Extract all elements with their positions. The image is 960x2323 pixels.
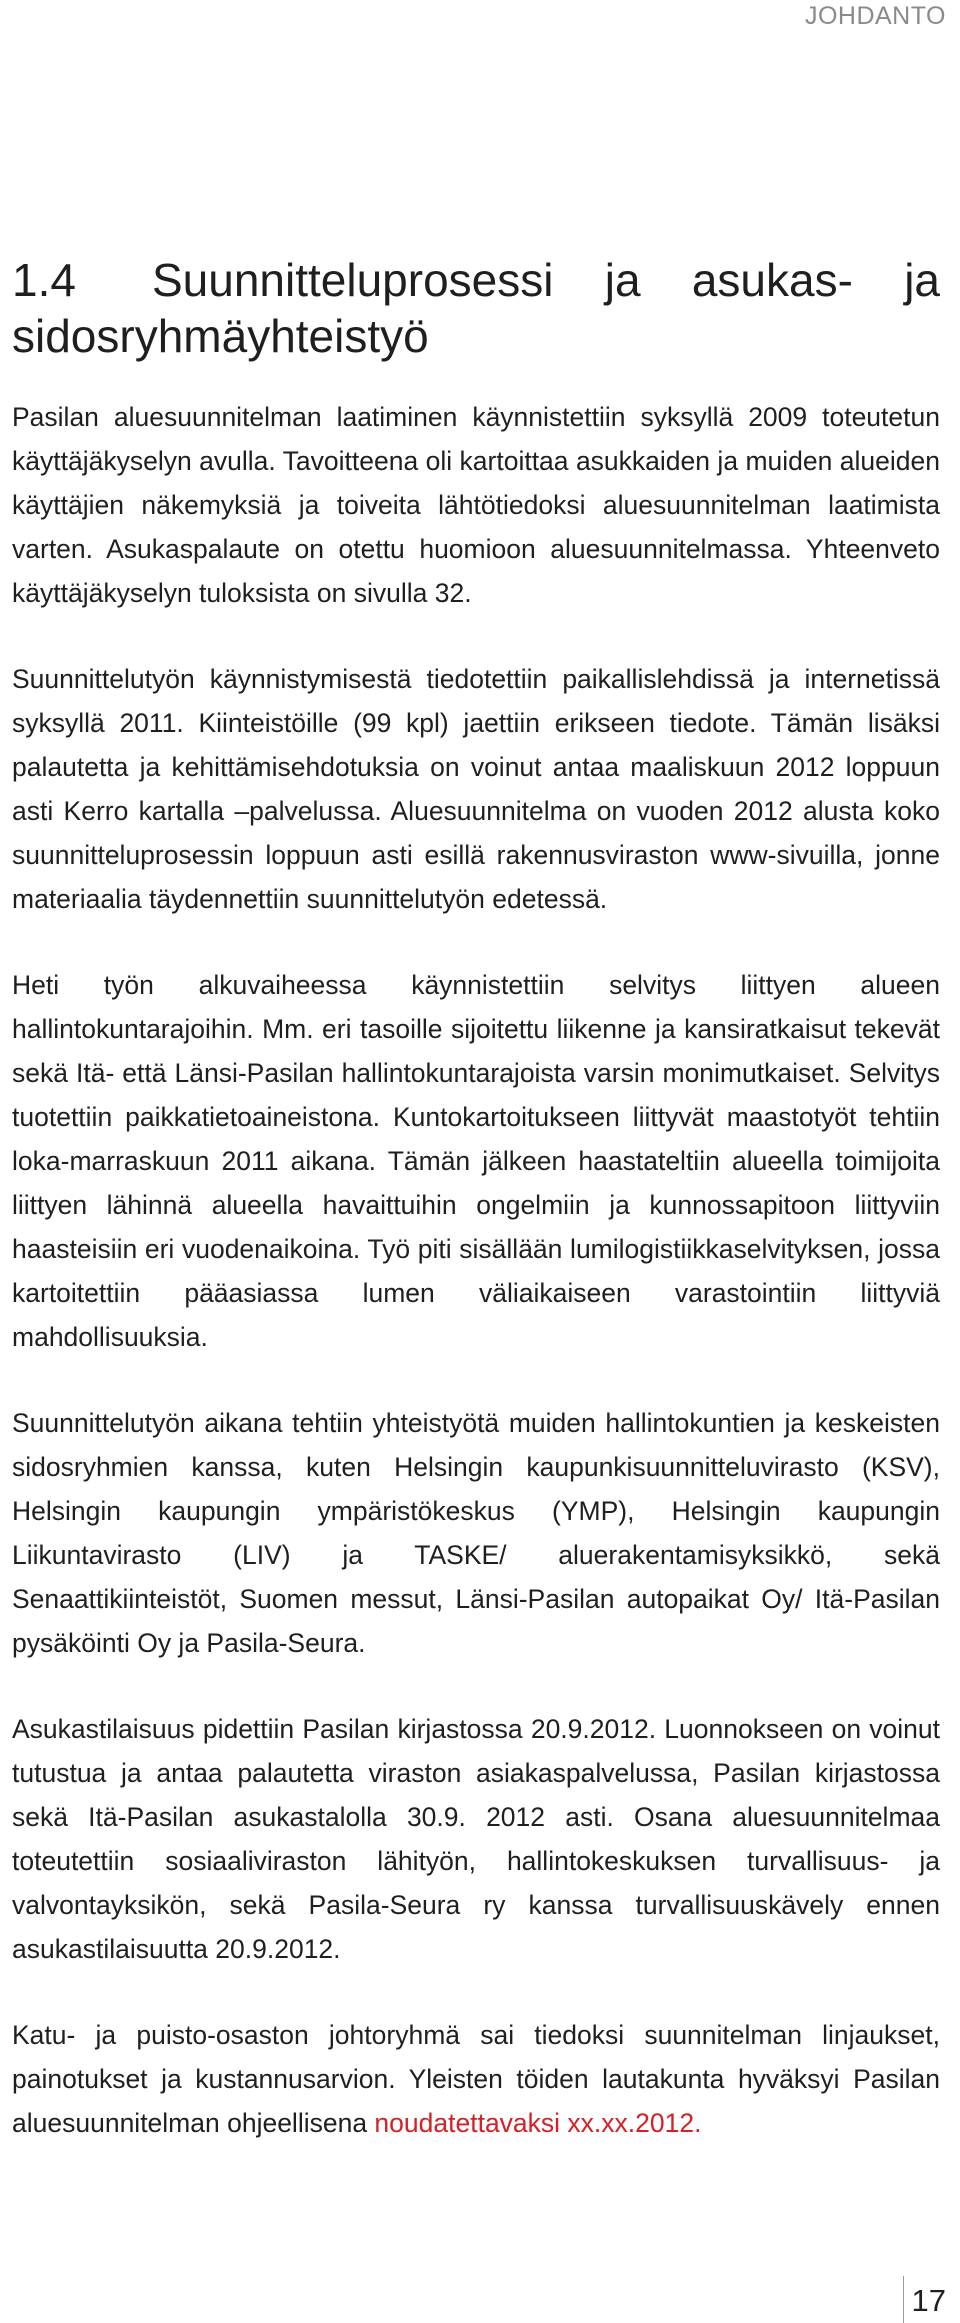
section-title: Suunnitteluprosessi ja asukas- ja sidosryhmäyhteistyö xyxy=(12,254,940,362)
section-number: 1.4 xyxy=(12,254,76,306)
paragraph-resident-event: Asukastilaisuus pidettiin Pasilan kirjastossa 20.9.2012. Luonnokseen on voinut tutustua ja antaa palautetta viraston asiakaspalvelussa, Pasilan kirjastossa sekä Itä-Pasilan asukastalolla 30.9. 2012 asti. Osana aluesuunnitelmaa toteutettiin sosiaaliviraston lähityön, hallintokeskuksen turvallisuus- ja valvontayksikön, sekä Pasila-Seura ry kanssa turvallisuuskävely ennen asukastilaisuutta 20.9.2012. xyxy=(12,1714,940,1964)
paragraph-communication: Suunnittelutyön käynnistymisestä tiedotettiin paikallislehdissä ja internetissä syksyllä 2011. Kiinteistöille (99 kpl) jaettiin erikseen tiedote. Tämän lisäksi palautetta ja kehittämisehdotuksia on voinut antaa maaliskuun 2012 loppuun asti Kerro kartalla –palvelussa. Aluesuunnitelma on vuoden 2012 alusta koko suunnitteluprosessin loppuun asti esillä rakennusviraston www-sivuilla, jonne materiaalia täydennettiin suunnittelutyön edetessä. xyxy=(12,664,940,914)
paragraph-approval xyxy=(12,2013,940,2145)
paragraph-cooperation: Suunnittelutyön aikana tehtiin yhteistyötä muiden hallintokuntien ja keskeisten sidosryhmien kanssa, kuten Helsingin kaupunkisuunnitteluvirasto (KSV), Helsingin kaupungin ympäristökeskus (YMP), Helsingin kaupungin Liikuntavirasto (LIV) ja TASKE/ aluerakentamisyksikkö, sekä Senaattikiinteistöt, Suomen messut, Länsi-Pasilan autopaikat Oy/ Itä-Pasilan pysäköinti Oy ja Pasila-Seura. xyxy=(12,1408,940,1658)
footer-divider xyxy=(903,2276,904,2323)
approval-date-highlight: noudatettavaksi xx.xx.2012. xyxy=(374,2108,702,2138)
section-heading xyxy=(12,252,940,364)
running-header: JOHDANTO xyxy=(804,2,946,30)
page-number: 17 xyxy=(911,2283,946,2318)
approval-text: Katu- ja puisto-osaston johtoryhmä sai tiedoksi suunnitelman linjaukset, painotukset ja kustannusarvion. Yleisten töiden lautakunta hyväksyi Pasilan aluesuunnitelman ohjeellisena xyxy=(12,2020,940,2138)
paragraph-survey: Pasilan aluesuunnitelman laatiminen käynnistettiin syksyllä 2009 toteutetun käyttäjäkyselyn avulla. Tavoitteena oli kartoittaa asukkaiden ja muiden alueiden käyttäjien näkemyksiä ja toiveita lähtötiedoksi aluesuunnitelman laatimista varten. Asukaspalaute on otettu huomioon aluesuunnitelmassa. Yhteenveto käyttäjäkyselyn tuloksista on sivulla 32. xyxy=(12,402,940,608)
paragraph-studies: Heti työn alkuvaiheessa käynnistettiin selvitys liittyen alueen hallintokuntarajoihin. Mm. eri tasoille sijoitettu liikenne ja kansiratkaisut tekevät sekä Itä- että Länsi-Pasilan hallintokuntarajoista varsin monimutkaiset. Selvitys tuotettiin paikkatietoaineistona. Kuntokartoitukseen liittyvät maastotyöt tehtiin loka-marraskuun 2011 aikana. Tämän jälkeen haastateltiin alueella toimijoita liittyen lähinnä alueella havaittuihin ongelmiin ja kunnossapitoon liittyviin haasteisiin eri vuodenaikoina. Työ piti sisällään lumilogistiikkaselvityksen, jossa kartoitettiin pääasiassa lumen väliaikaiseen varastointiin liittyviä mahdollisuuksia. xyxy=(12,970,940,1352)
page-content xyxy=(12,252,940,2187)
